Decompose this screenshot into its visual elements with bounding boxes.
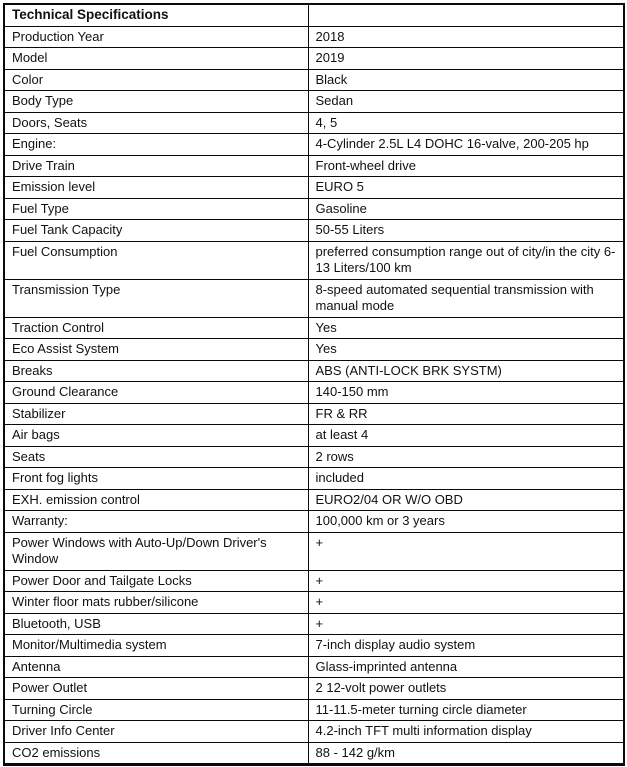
table-row xyxy=(4,742,624,765)
spec-value: 88 - 142 g/km xyxy=(308,742,624,765)
spec-value: 2 12-volt power outlets xyxy=(308,678,624,700)
spec-label: Air bags xyxy=(4,425,308,447)
table-row xyxy=(4,339,624,361)
table-title: Technical Specifications xyxy=(4,4,308,26)
spec-table-body xyxy=(4,26,624,765)
spec-value: at least 4 xyxy=(308,425,624,447)
spec-value: 2 rows xyxy=(308,446,624,468)
spec-value: + xyxy=(308,613,624,635)
spec-value: + xyxy=(308,532,624,570)
table-row xyxy=(4,403,624,425)
spec-value: EURO 5 xyxy=(308,177,624,199)
spec-value: 140-150 mm xyxy=(308,382,624,404)
table-row xyxy=(4,91,624,113)
spec-label: Bluetooth, USB xyxy=(4,613,308,635)
table-row xyxy=(4,635,624,657)
table-row xyxy=(4,26,624,48)
spec-label: Model xyxy=(4,48,308,70)
table-row xyxy=(4,592,624,614)
table-row xyxy=(4,382,624,404)
table-row xyxy=(4,446,624,468)
spec-label: Fuel Type xyxy=(4,198,308,220)
spec-label: Fuel Consumption xyxy=(4,241,308,279)
spec-value: 7-inch display audio system xyxy=(308,635,624,657)
spec-label: Power Windows with Auto-Up/Down Driver's Window xyxy=(4,532,308,570)
spec-label: Transmission Type xyxy=(4,279,308,317)
table-row xyxy=(4,241,624,279)
spec-label: Ground Clearance xyxy=(4,382,308,404)
spec-value: Glass-imprinted antenna xyxy=(308,656,624,678)
spec-label: Color xyxy=(4,69,308,91)
table-row xyxy=(4,570,624,592)
spec-value: EURO2/04 OR W/O OBD xyxy=(308,489,624,511)
table-header-row xyxy=(4,4,624,26)
table-row xyxy=(4,699,624,721)
table-row xyxy=(4,134,624,156)
table-row xyxy=(4,656,624,678)
spec-value: FR & RR xyxy=(308,403,624,425)
spec-label: Power Outlet xyxy=(4,678,308,700)
spec-value: 4.2-inch TFT multi information display xyxy=(308,721,624,743)
table-title-value-cell xyxy=(308,4,624,26)
spec-label: Fuel Tank Capacity xyxy=(4,220,308,242)
table-row xyxy=(4,613,624,635)
spec-label: Stabilizer xyxy=(4,403,308,425)
spec-label: Seats xyxy=(4,446,308,468)
spec-label: Emission level xyxy=(4,177,308,199)
table-row xyxy=(4,532,624,570)
spec-value: 4, 5 xyxy=(308,112,624,134)
spec-value: 2019 xyxy=(308,48,624,70)
table-row xyxy=(4,198,624,220)
spec-value: 50-55 Liters xyxy=(308,220,624,242)
spec-label: Eco Assist System xyxy=(4,339,308,361)
spec-value: + xyxy=(308,570,624,592)
spec-value: 100,000 km or 3 years xyxy=(308,511,624,533)
table-row xyxy=(4,279,624,317)
spec-label: Turning Circle xyxy=(4,699,308,721)
table-row xyxy=(4,155,624,177)
spec-value: Yes xyxy=(308,317,624,339)
spec-value: 8-speed automated sequential transmission with manual mode xyxy=(308,279,624,317)
spec-label: Production Year xyxy=(4,26,308,48)
table-row xyxy=(4,317,624,339)
spec-value: 2018 xyxy=(308,26,624,48)
table-row xyxy=(4,425,624,447)
table-row xyxy=(4,468,624,490)
spec-label: Driver Info Center xyxy=(4,721,308,743)
spec-value: Gasoline xyxy=(308,198,624,220)
spec-value: + xyxy=(308,592,624,614)
spec-label: Antenna xyxy=(4,656,308,678)
spec-value: Sedan xyxy=(308,91,624,113)
table-row xyxy=(4,69,624,91)
spec-value: Yes xyxy=(308,339,624,361)
spec-label: CO2 emissions xyxy=(4,742,308,765)
table-row xyxy=(4,489,624,511)
spec-value: ABS (ANTI-LOCK BRK SYSTM) xyxy=(308,360,624,382)
spec-label: Power Door and Tailgate Locks xyxy=(4,570,308,592)
spec-label: Traction Control xyxy=(4,317,308,339)
table-row xyxy=(4,360,624,382)
spec-value: preferred consumption range out of city/in the city 6-13 Liters/100 km xyxy=(308,241,624,279)
table-row xyxy=(4,511,624,533)
spec-label: Warranty: xyxy=(4,511,308,533)
spec-label: Body Type xyxy=(4,91,308,113)
table-row xyxy=(4,721,624,743)
spec-label: Winter floor mats rubber/silicone xyxy=(4,592,308,614)
table-row xyxy=(4,678,624,700)
spec-value: 11-11.5-meter turning circle diameter xyxy=(308,699,624,721)
spec-value: Front-wheel drive xyxy=(308,155,624,177)
spec-label: Front fog lights xyxy=(4,468,308,490)
spec-label: EXH. emission control xyxy=(4,489,308,511)
spec-value: included xyxy=(308,468,624,490)
table-row xyxy=(4,112,624,134)
spec-value: Black xyxy=(308,69,624,91)
spec-label: Breaks xyxy=(4,360,308,382)
spec-label: Drive Train xyxy=(4,155,308,177)
spec-label: Monitor/Multimedia system xyxy=(4,635,308,657)
spec-label: Engine: xyxy=(4,134,308,156)
table-row xyxy=(4,177,624,199)
table-row xyxy=(4,220,624,242)
spec-value: 4-Cylinder 2.5L L4 DOHC 16-valve, 200-205 hp xyxy=(308,134,624,156)
spec-table xyxy=(3,3,625,766)
spec-label: Doors, Seats xyxy=(4,112,308,134)
table-row xyxy=(4,48,624,70)
